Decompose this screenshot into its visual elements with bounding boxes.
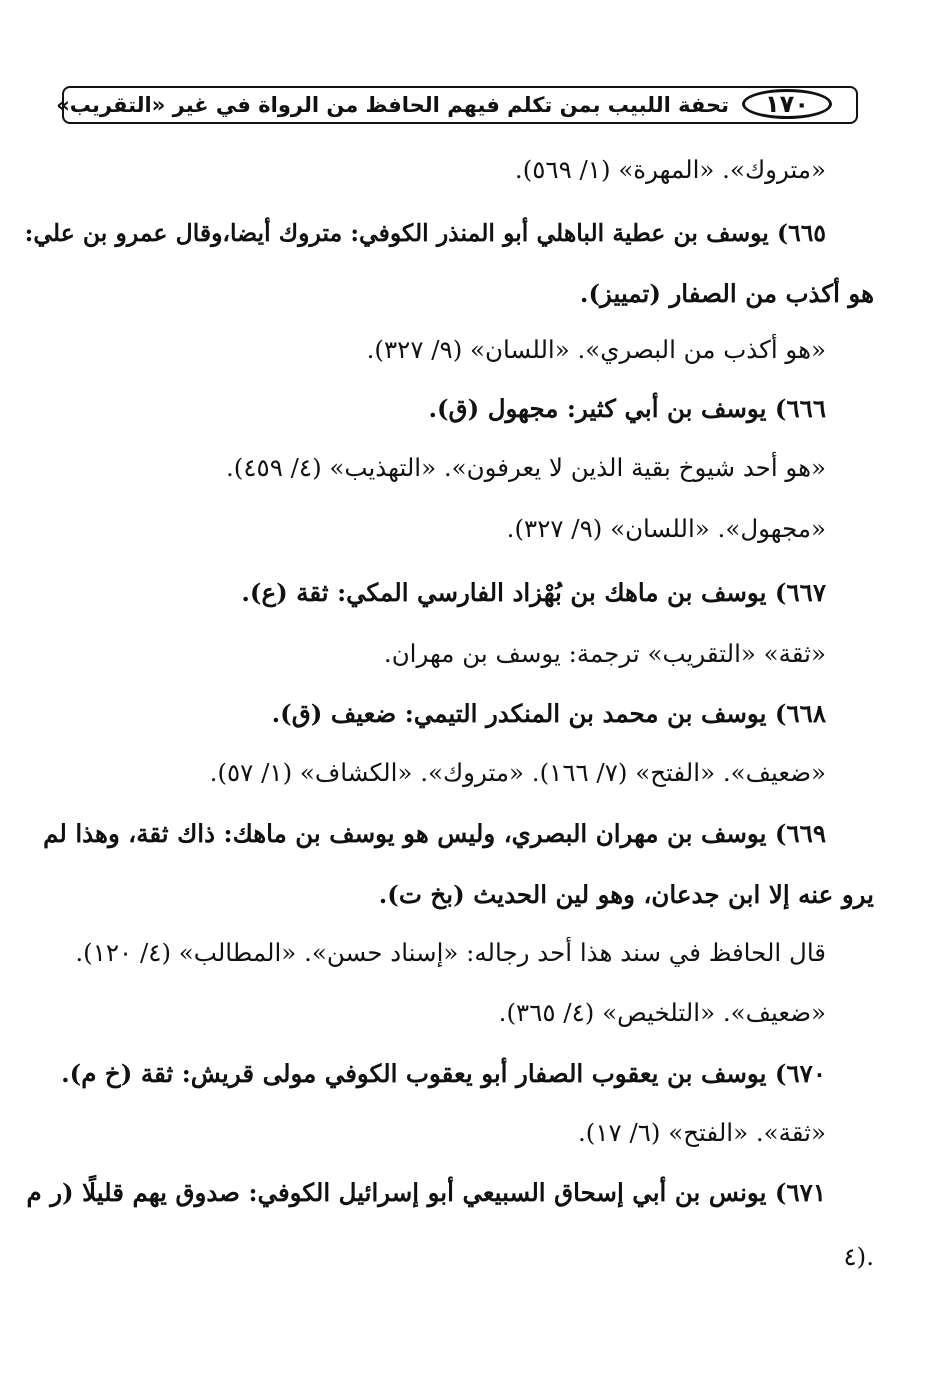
text-line: «ضعيف». «التلخيص» (٤/ ٣٦٥). xyxy=(498,998,826,1027)
page-number: ١٧٠ xyxy=(742,89,832,119)
entry-heading-671: ٦٧١) يونس بن أبي إسحاق السبيعي أبو إسرائيل الكوفي: صدوق يهم قليلًا (ر م xyxy=(26,1178,826,1207)
text-line: قال الحافظ في سند هذا أحد رجاله: «إسناد حسن». «المطالب» (٤/ ١٢٠). xyxy=(75,938,826,967)
text-line: «ضعيف». «الفتح» (٧/ ١٦٦). «متروك». «الكشاف» (١/ ٥٧). xyxy=(209,758,826,787)
entry-heading-665: ٦٦٥) يوسف بن عطية الباهلي أبو المنذر الكوفي: متروك أيضا،وقال عمرو بن علي: xyxy=(24,219,826,247)
entry-heading-667: ٦٦٧) يوسف بن ماهك بن بُهْزاد الفارسي المكي: ثقة (ع). xyxy=(241,578,826,607)
entry-continuation: يرو عنه إلا ابن جدعان، وهو لين الحديث (بخ ت). xyxy=(378,880,874,909)
running-header-title: تحفة اللبيب بمن تكلم فيهم الحافظ من الرواة في غير «التقريب» xyxy=(56,93,729,117)
entry-continuation: هو أكذب من الصفار (تمييز). xyxy=(579,279,874,308)
entry-heading-668: ٦٦٨) يوسف بن محمد بن المنكدر التيمي: ضعيف (ق). xyxy=(271,699,826,728)
entry-heading-669: ٦٦٩) يوسف بن مهران البصري، وليس هو يوسف بن ماهك: ذاك ثقة، وهذا لم xyxy=(43,819,826,848)
entry-heading-670: ٦٧٠) يوسف بن يعقوب الصفار أبو يعقوب الكوفي مولى قريش: ثقة (خ م). xyxy=(61,1059,826,1088)
entry-heading-666: ٦٦٦) يوسف بن أبي كثير: مجهول (ق). xyxy=(428,394,826,423)
text-line: «متروك». «المهرة» (١/ ٥٦٩). xyxy=(514,155,826,184)
entry-continuation: ٤). xyxy=(843,1242,874,1271)
text-line: «مجهول». «اللسان» (٩/ ٣٢٧). xyxy=(506,514,826,543)
text-line: «ثقة». «الفتح» (٦/ ١٧). xyxy=(577,1118,826,1147)
text-line: «هو أكذب من البصري». «اللسان» (٩/ ٣٢٧). xyxy=(366,335,826,364)
text-line: «هو أحد شيوخ بقية الذين لا يعرفون». «التهذيب» (٤/ ٤٥٩). xyxy=(226,453,826,482)
text-line: «ثقة» «التقريب» ترجمة: يوسف بن مهران. xyxy=(383,639,826,668)
